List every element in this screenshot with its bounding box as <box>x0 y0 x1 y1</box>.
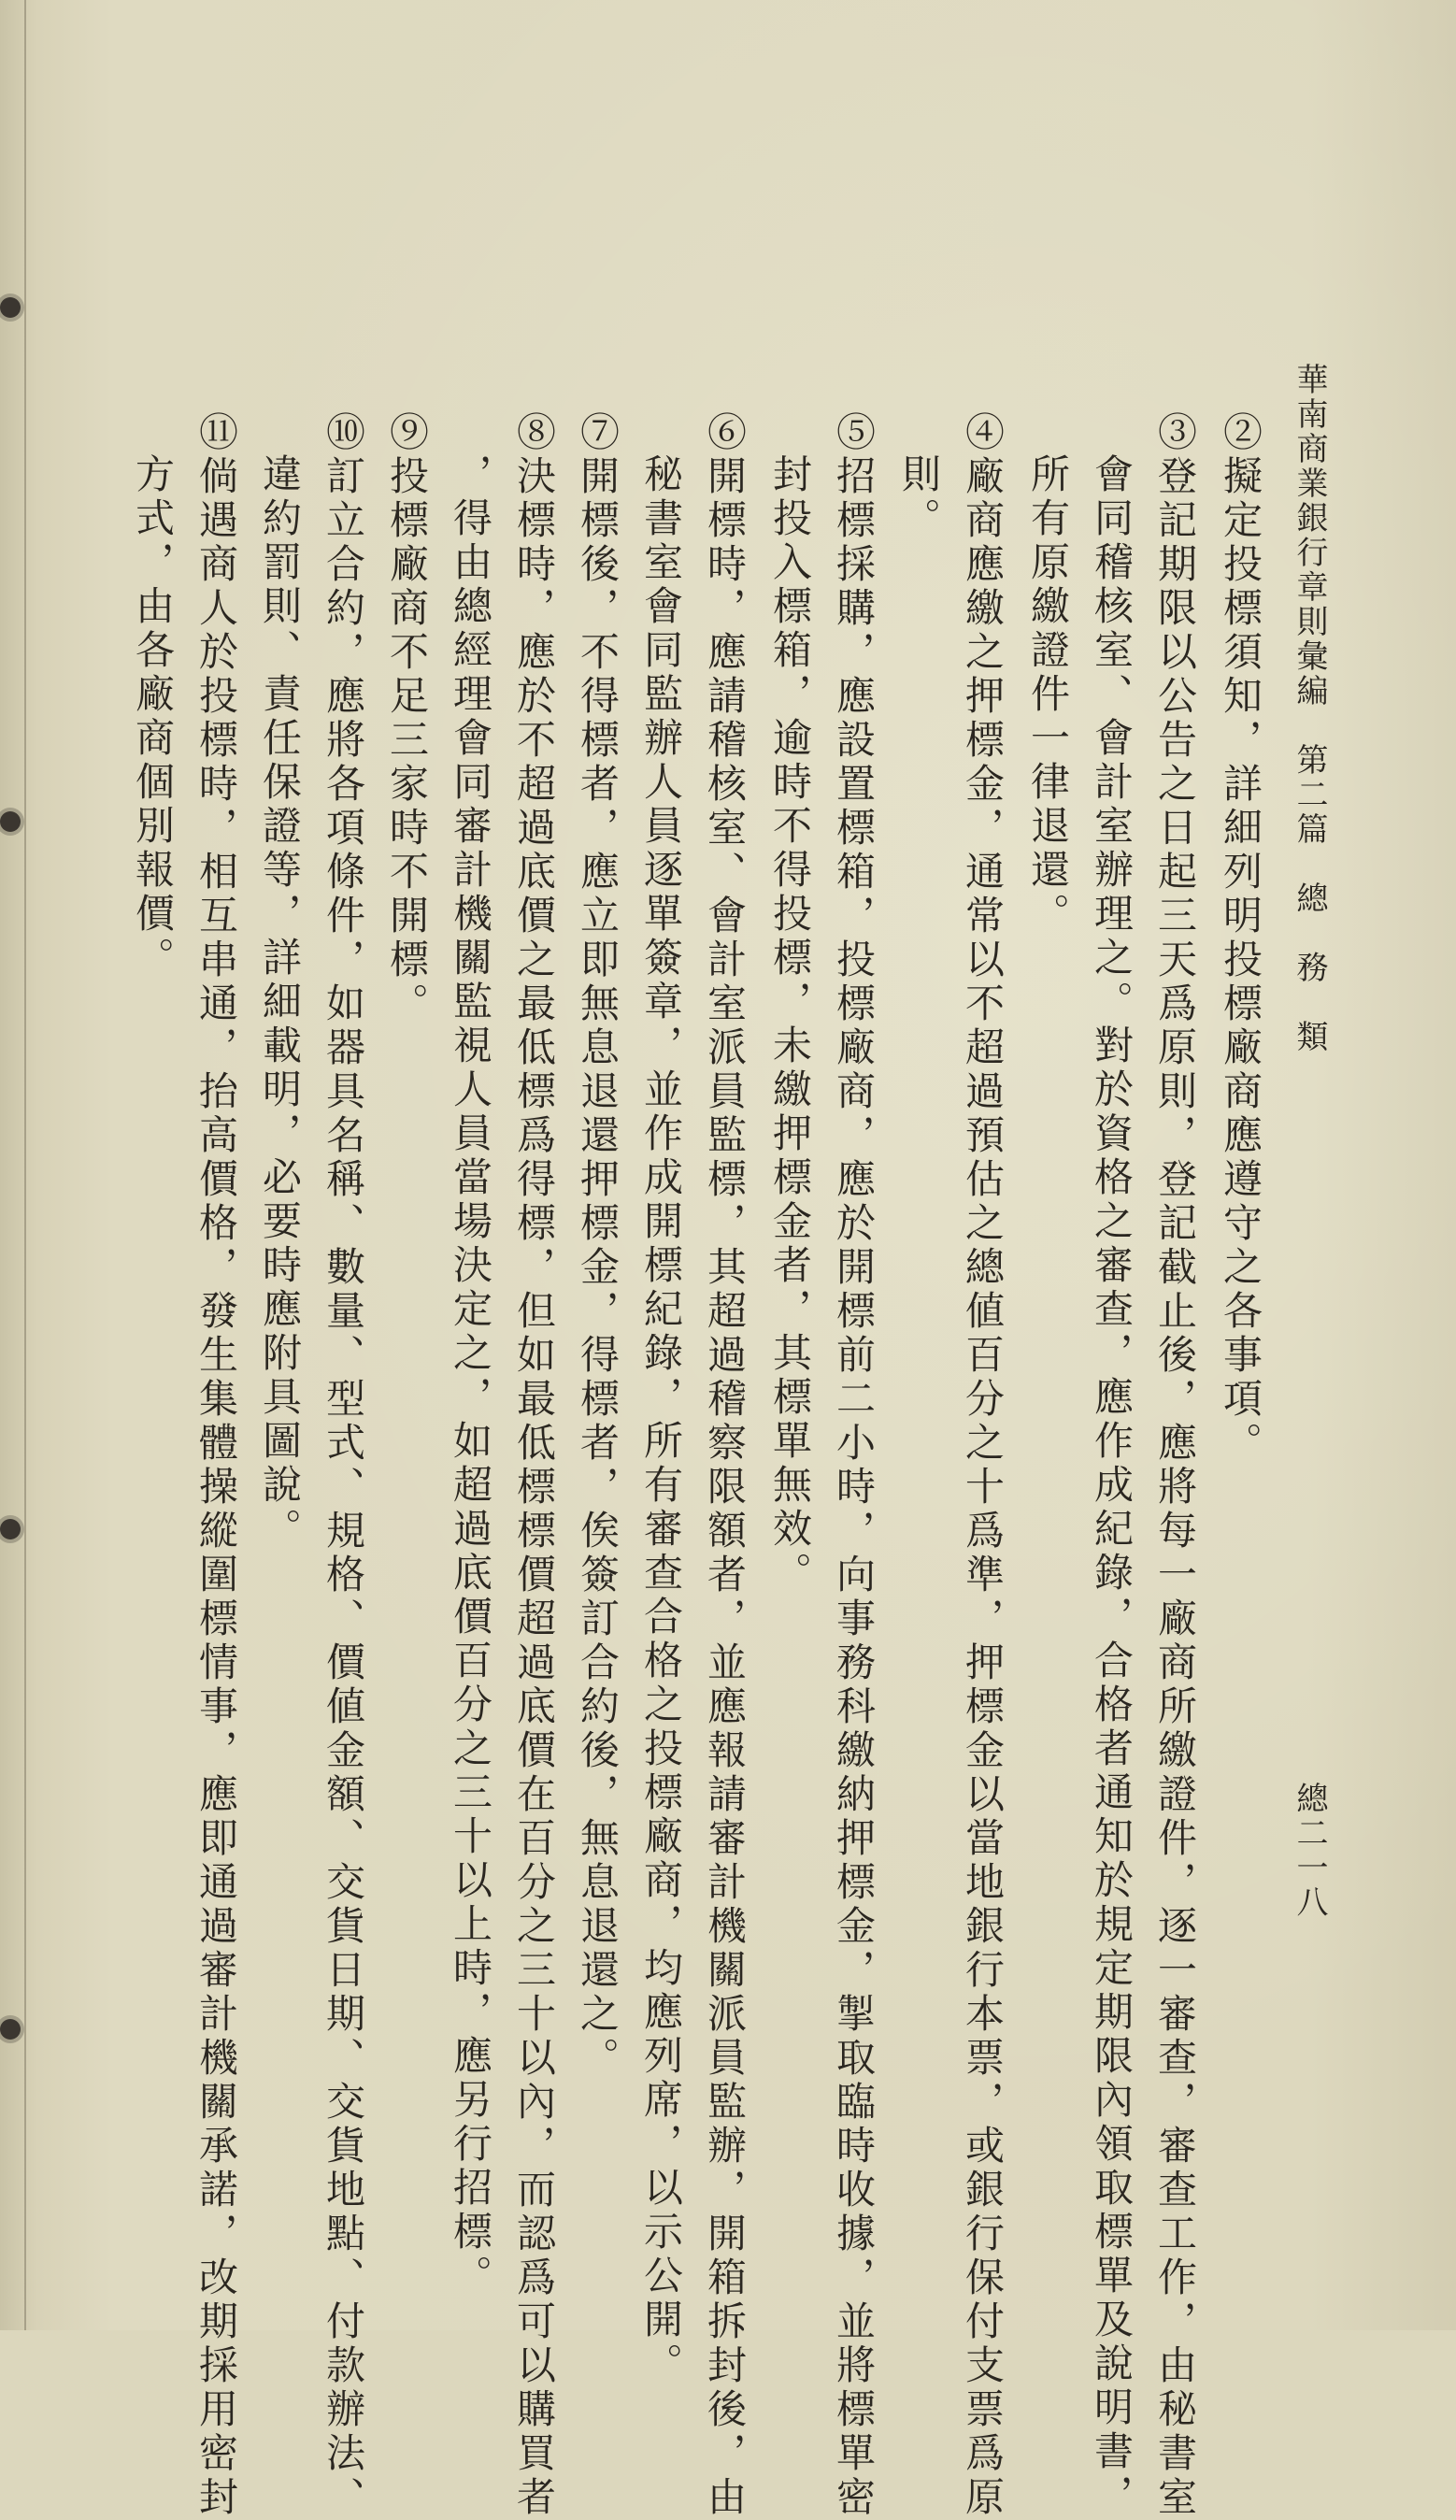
text-line: ③登記期限以公告之日起三天爲原則，登記截止後，應將每一廠商所繳證件，逐一審查，審查工作，由秘書室 <box>1152 411 1198 2520</box>
text-line: 所有原繳證件一律退還。 <box>1025 453 1071 937</box>
text-line: ⑦開標後，不得標者，應立即無息退還押標金，得標者，俟簽訂合約後，無息退還之。 <box>575 411 621 2081</box>
text-line: 方式，由各廠商個別報價。 <box>130 453 176 981</box>
binding-hole <box>0 1519 21 1539</box>
header-spacer <box>1291 847 1328 881</box>
binding-hole <box>0 811 21 832</box>
text-line: ④廠商應繳之押標金，通常以不超過預估之總値百分之十爲準，押標金以當地銀行本票，或銀行保付支票爲原 <box>960 411 1006 2520</box>
text-line: ⑪倘遇商人於投標時，相互串通，抬高價格，發生集體操縱圍標情事，應即通過審計機關承諾，改期採用密封 <box>193 411 239 2520</box>
header-spacer <box>1291 709 1328 743</box>
binding-gutter <box>24 0 26 2330</box>
text-line: 秘書室會同監辦人員逐單簽章，並作成開標紀錄，所有審查合格之投標廠商，均應列席，以示公開。 <box>638 453 684 2386</box>
page-number: 總二一八 <box>1291 1782 1328 1920</box>
book-title: 華南商業銀行章則彙編 <box>1291 363 1328 709</box>
text-line: ⑤招標採購，應設置標箱，投標廠商，應於開標前二小時，向事務科繳納押標金，掣取臨時收據，並將標單密 <box>831 411 877 2520</box>
text-line: ⑥開標時，應請稽核室、會計室派員監標，其超過稽察限額者，並應報請審計機關派員監辦，開箱拆封後，由 <box>702 411 748 2520</box>
binding-hole <box>0 297 21 318</box>
text-line: ②擬定投標須知，詳細列明投標廠商應遵守之各事項。 <box>1218 411 1263 1466</box>
running-header <box>1291 363 1328 1054</box>
binding-hole <box>0 2019 21 2040</box>
text-line: ⑧決標時，應於不超過底價之最低標爲得標，但如最低標標價超過底價在百分之三十以內，而認爲可以購買者 <box>511 411 557 2520</box>
text-line: 封投入標箱，逾時不得投標，未繳押標金者，其標單無效。 <box>767 453 813 1596</box>
text-line: 會同稽核室、會計室辦理之。對於資格之審查，應作成紀錄，合格者通知於規定期限內領取標單及說明書， <box>1089 453 1135 2518</box>
part-label: 第二篇 <box>1291 743 1328 847</box>
text-line: 則。 <box>896 453 942 541</box>
text-line: ，得由總經理會同審計機關監視人員當場決定之，如超過底價百分之三十以上時，應另行招標。 <box>448 453 493 2298</box>
text-line: ⑨投標廠商不足三家時不開標。 <box>384 411 430 1026</box>
section-label: 總 務 類 <box>1291 881 1328 1054</box>
text-line: ⑩訂立合約，應將各項條件，如器具名稱、數量、型式、規格、價値金額、交貨日期、交貨地點、付款辦法、 <box>321 411 366 2520</box>
text-line: 違約罰則、責任保證等，詳細載明，必要時應附具圖說。 <box>257 453 303 1552</box>
